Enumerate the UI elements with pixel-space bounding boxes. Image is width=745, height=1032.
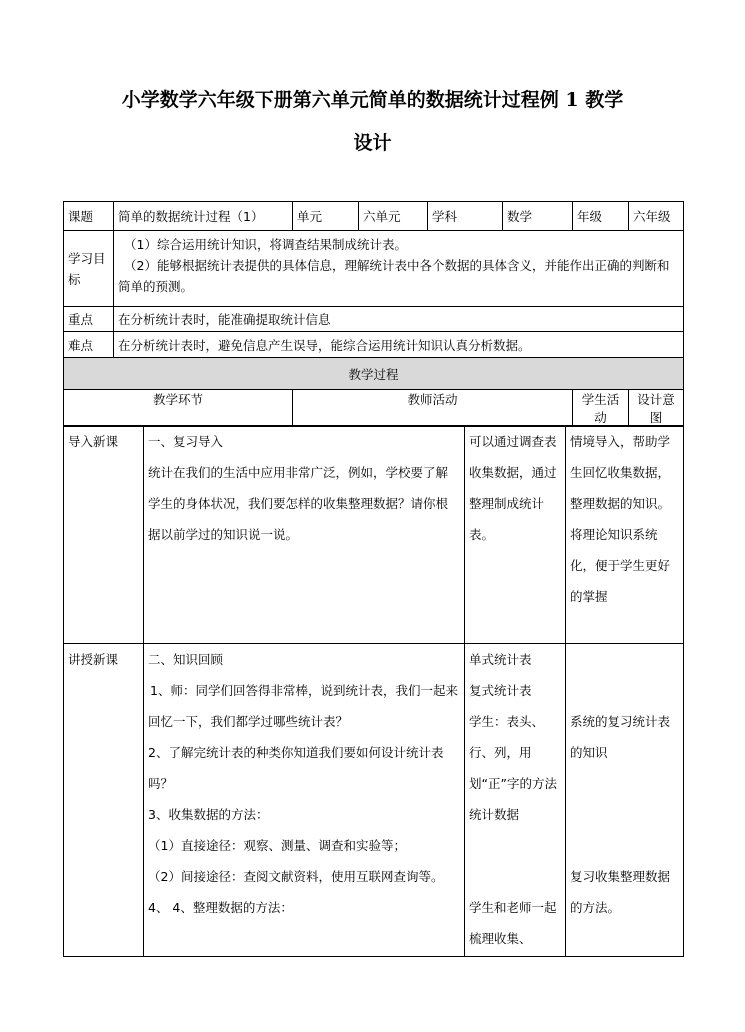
- student-activity: [465, 426, 566, 644]
- stage-cell: 导入新课: [64, 426, 144, 644]
- unit-value: 六单元: [359, 202, 428, 231]
- intent-line: 将理论知识系统化，便于学生更好的掌握: [570, 527, 671, 604]
- subject-label: 学科: [428, 202, 503, 231]
- student-line: 单式统计表: [469, 652, 532, 667]
- process-row-intro: [64, 426, 684, 644]
- stage-cell: 讲授新课: [64, 644, 144, 957]
- header-student: 学生活动: [573, 390, 629, 427]
- intent-line: 系统的复习统计表的知识: [570, 714, 671, 760]
- unit-label: 单元: [293, 202, 359, 231]
- teacher-line: 一、复习导入: [148, 434, 224, 449]
- keti-value: 简单的数据统计过程（1）: [114, 202, 293, 231]
- teacher-line: 1、师：同学们回答得非常棒，说到统计表，我们一起来回忆一下，我们都学过哪些统计表？: [148, 683, 458, 729]
- process-table: [63, 425, 684, 957]
- teacher-activity: [144, 426, 465, 644]
- goal-label: 学习目标: [64, 231, 114, 307]
- lesson-plan-table: [63, 201, 684, 427]
- design-intent: [566, 426, 684, 644]
- header-stage: 教学环节: [64, 390, 293, 427]
- teacher-line: 2、了解完统计表的种类你知道我们要如何设计统计表吗？: [148, 745, 444, 791]
- goal-item-2: （2）能够根据统计表提供的具体信息，理解统计表中各个数据的具体含义，并能作出正确的判断和简单的预测。: [118, 258, 670, 294]
- student-line: 复式统计表: [469, 683, 532, 698]
- info-row: [64, 202, 684, 231]
- process-row-new: [64, 644, 684, 957]
- header-intent: 设计意图: [629, 390, 684, 427]
- teacher-activity: [144, 644, 465, 957]
- keti-label: 课题: [64, 202, 114, 231]
- student-line: 学生和老师一起梳理收集、: [469, 900, 557, 946]
- goals-row: [64, 231, 684, 307]
- teacher-line: （2）间接途径：查阅文献资料，使用互联网查询等。: [148, 869, 444, 884]
- key-label: 重点: [64, 307, 114, 332]
- goal-item-1: （1）综合运用统计知识，将调查结果制成统计表。: [124, 237, 407, 252]
- intent-line: 情境导入，帮助学生回忆收集数据，整理数据的知识。: [570, 434, 671, 511]
- student-activity: [465, 644, 566, 957]
- key-row: [64, 307, 684, 332]
- document-title-continued: 设计: [353, 132, 392, 154]
- grade-value: 六年级: [629, 202, 684, 231]
- student-line: 学生：表头、行、列，用划“正”字的方法统计数据: [469, 714, 557, 822]
- header-teacher: 教师活动: [293, 390, 573, 427]
- intent-line: 复习收集整理数据的方法。: [570, 869, 671, 915]
- document-title: 小学数学六年级下册第六单元简单的数据统计过程例 1 教学: [121, 89, 624, 111]
- grade-label: 年级: [573, 202, 629, 231]
- process-band-title: 教学过程: [64, 358, 684, 390]
- subject-value: 数学: [503, 202, 573, 231]
- teacher-line: （1）直接途径：观察、测量、调查和实验等；: [148, 838, 406, 853]
- design-intent: [566, 644, 684, 957]
- teacher-line: 统计在我们的生活中应用非常广泛，例如，学校要了解学生的身体状况，我们要怎样的收集整理数据？请你根据以前学过的知识说一说。: [148, 465, 449, 542]
- process-band-row: [64, 358, 684, 390]
- key-value: 在分析统计表时，能准确提取统计信息: [114, 307, 684, 332]
- goal-list: [114, 231, 684, 307]
- student-line: 可以通过调查表收集数据，通过整理制成统计表。: [469, 434, 557, 542]
- teacher-line: 3、收集数据的方法：: [148, 807, 269, 822]
- difficulty-row: [64, 332, 684, 358]
- difficulty-label: 难点: [64, 332, 114, 358]
- difficulty-value: 在分析统计表时，避免信息产生误导，能综合运用统计知识认真分析数据。: [114, 332, 684, 358]
- process-header-row: [64, 390, 684, 427]
- teacher-line: 4、 4、整理数据的方法：: [148, 900, 293, 915]
- teacher-line: 二、知识回顾: [148, 652, 224, 667]
